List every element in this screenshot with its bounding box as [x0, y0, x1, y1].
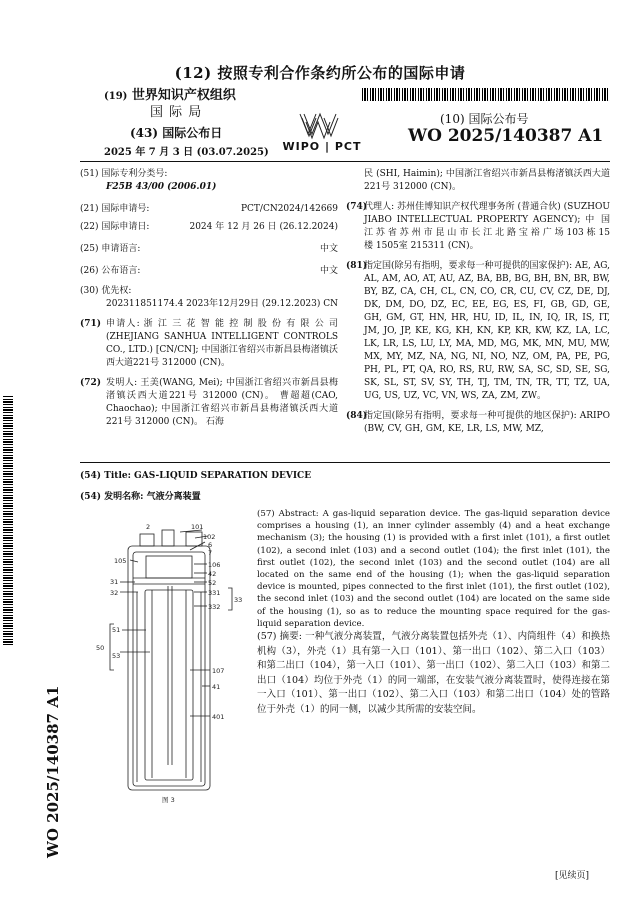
- label-33: 33: [234, 596, 243, 604]
- field-26-value: 中文: [319, 266, 338, 276]
- label-401: 401: [212, 713, 225, 721]
- field-74-num: (74): [346, 202, 368, 212]
- document-title: (12) 按照专利合作条约所公布的国际申请: [174, 64, 466, 82]
- field-81-num: (81): [346, 261, 368, 271]
- label-32: 32: [110, 589, 119, 597]
- field-22-value: 2024 年 12 月 26 日 (26.12.2024): [189, 222, 338, 232]
- pubdate-value: 2025 年 7 月 3 日 (03.07.2025): [104, 147, 269, 158]
- field-71-num: (71): [80, 319, 102, 329]
- pubno-label: (10) 国际公布号: [440, 112, 529, 126]
- label-41: 41: [212, 683, 221, 691]
- label-106: 106: [208, 561, 221, 569]
- side-barcode: [3, 395, 13, 645]
- device-drawing: [90, 520, 260, 805]
- field-25-label: (25) 申请语言:: [80, 244, 141, 254]
- field-21-label: (21) 国际申请号:: [80, 204, 150, 214]
- field-26: [80, 265, 338, 278]
- field-21: [80, 203, 338, 216]
- label-52: 52: [208, 579, 217, 587]
- label-6: 6: [208, 541, 213, 549]
- pubdate-label: (43) 国际公布日: [130, 126, 223, 140]
- field-51-value: F25B 43/00 (2006.01): [106, 182, 217, 192]
- org-code: (19): [104, 91, 128, 102]
- field-51-label: (51) 国际专利分类号:: [80, 169, 168, 179]
- label-101: 101: [191, 523, 204, 531]
- label-50: 50: [96, 644, 105, 652]
- field-30-date: 2023年12月29日 (29.12.2023): [186, 299, 321, 309]
- org-name: 世界知识产权组织: [131, 88, 236, 103]
- org-sub: 国 际 局: [150, 105, 203, 120]
- label-332: 332: [208, 603, 221, 611]
- continuation-note: [见续页]: [555, 871, 590, 881]
- label-51: 51: [112, 626, 121, 634]
- field-72-text: 发明人: 王美(WANG, Mei); 中国浙江省绍兴市新昌县梅渚镇沃西大道221号 312000 (CN)。 曹超超(CAO, Chaochao); 中国浙江省绍兴市新昌县梅渚镇沃西大道221号 312000 (CN)。 石海: [106, 378, 338, 427]
- field-84-num: (84): [346, 411, 368, 421]
- label-42: 42: [208, 570, 217, 578]
- figure-3: [90, 520, 260, 805]
- label-31: 31: [110, 578, 119, 586]
- field-21-value: PCT/CN2024/142669: [240, 204, 338, 214]
- title-zh: (54) 发明名称: 气液分离装置: [80, 492, 201, 502]
- field-71: [80, 318, 338, 370]
- label-102: 102: [203, 533, 216, 541]
- field-81: [346, 260, 610, 403]
- field-22-label: (22) 国际申请日:: [80, 222, 150, 232]
- field-25-value: 中文: [319, 244, 338, 254]
- side-pubno: WO 2025/140387 A1: [44, 685, 62, 858]
- label-331: 331: [208, 589, 221, 597]
- field-81-text: 指定国(除另有指明，要求每一种可提供的国家保护): AE, AG, AL, AM, AO, AT, AU, AZ, BA, BB, BG, BH, BN, BR, BW, BY, BZ, CA, CH, CL, CN, CO, CR, CU, CV, CZ, DE, DJ, DK, DM, DO, DZ, EC, EE, EG, ES, FI, GB, GD, GE, GH, GM, GT, HN, HR, HU, ID, IL, IN, IQ, IR, IS, IT, JM, JO, JP, KE, KG, KH, KN, KP, KR, KW, KZ, LA, LC, LK, LR, LS, LU, LY, MA, MD, MG, MK, MN, MU, MW, MX, MY, MZ, NA, NG, NI, NO, NZ, OM, PA, PE, PG, PH, PL, PT, QA, RO, RS, RU, RW, SA, SC, SD, SE, SG, SK, SL, ST, SV, SY, TH, TJ, TM, TN, TR, TT, TZ, UA, UG, US, UZ, VC, VN, WS, ZA, ZM, ZW。: [364, 261, 610, 401]
- label-105: 105: [114, 557, 127, 565]
- label-53: 53: [112, 652, 121, 660]
- abstract-zh: (57) 摘要: 一种气液分离装置，气液分离装置包括外壳（1）、内筒组件（4）和换热机构（3），外壳（1）具有第一入口（101）、第一出口（102）、第二入口（103）和第二出口（104），第一入口（101）、第一出口（102）、第二入口（103）和第二出口（104）均位于外壳（1）的同一端部，在安装气液分离装置时，使得连接在第一入口（101）、第一出口（102）、第二入口（103）和第二出口（104）处的管路位于外壳（1）的同一侧，以减少其所需的安装空间。: [257, 631, 610, 715]
- field-72: [80, 377, 338, 429]
- label-2: 2: [146, 523, 151, 531]
- field-84: [346, 410, 610, 436]
- field-26-label: (26) 公布语言:: [80, 266, 141, 276]
- header-divider: [80, 161, 610, 162]
- title-divider: [80, 462, 610, 463]
- field-30-label: (30) 优先权:: [80, 286, 132, 296]
- label-7: 7: [208, 549, 213, 557]
- wipo-logo: [278, 108, 366, 156]
- field-30-number: 202311851174.4: [106, 299, 184, 309]
- field-22: [80, 221, 338, 234]
- field-74-text: 代理人: 苏州佳博知识产权代理事务所 (普通合伙) (SUZHOU JIABO INTELLECTUAL PROPERTY AGENCY); 中 国 江 苏 省 苏 州 市 昆 山 市 长 江 北 路 宝 裕 广 场 103 栋 15 楼 1505室 215311 (CN)。: [364, 202, 610, 251]
- figure-caption: 图 3: [162, 796, 175, 804]
- field-72-num: (72): [80, 378, 102, 388]
- label-107: 107: [212, 667, 225, 675]
- field-25: [80, 243, 338, 256]
- field-30: [80, 298, 338, 311]
- abstract-en: (57) Abstract: A gas-liquid separation device. The gas-liquid separation device comprises a housing (1), an inner cylinder assembly (4) and a heat exchange mechanism (3); the housing (1) is provided with a first inlet (101), a first outlet (102), a second inlet (103) and a second outlet (104); the first inlet (101), the first outlet (102), the second inlet (103) and the second outlet (104) are all located on the same end of the housing (1); when the gas-liquid separation device is mounted, pipes connected to the first inlet (101), the first outlet (102), the second inlet (103) and the second outlet (104) are located on the same side of the housing (1), so as to reduce the mounting space required for the gas-liquid separation device.: [257, 509, 610, 629]
- left-fields: [80, 168, 338, 429]
- field-74: [346, 201, 610, 253]
- header-barcode: [362, 88, 610, 101]
- right-fields: [346, 168, 610, 436]
- field-71-text: 申请人: 浙 江 三 花 智 能 控 制 股 份 有 限 公 司 (ZHEJIANG SANHUA INTELLIGENT CONTROLS CO., LTD.) [CN/CN]; 中国浙江省绍兴市新昌县梅渚镇沃西大道221号 312000 (CN)。: [106, 319, 338, 368]
- wipo-pct-text: WIPO | PCT: [282, 140, 362, 153]
- title-en: (54) Title: GAS-LIQUID SEPARATION DEVICE: [80, 471, 312, 481]
- field-84-text: 指定国(除另有指明，要求每一种可提供的地区保护): ARIPO (BW, CV, GH, GM, KE, LR, LS, MW, MZ,: [364, 411, 610, 434]
- field-72-continued: 民 (SHI, Haimin); 中国浙江省绍兴市新昌县梅渚镇沃西大道221号 312000 (CN)。: [364, 169, 610, 192]
- pubno-value: WO 2025/140387 A1: [408, 126, 604, 146]
- field-30-country: CN: [323, 299, 338, 309]
